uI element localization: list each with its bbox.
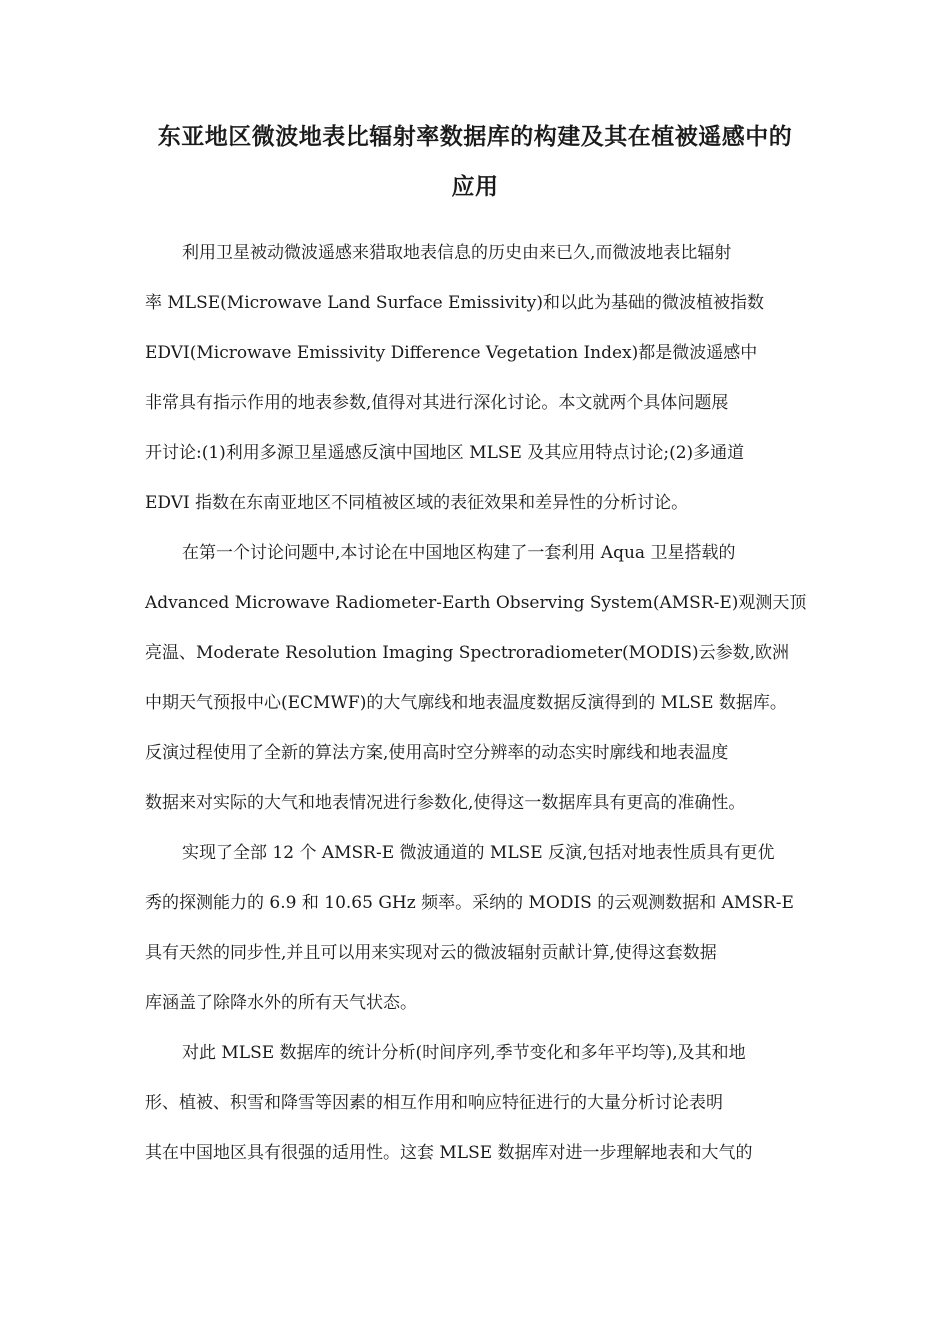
- paragraph-line: 亮温、Moderate Resolution Imaging Spectroradiometer(MODIS)云参数,欧洲: [145, 643, 790, 663]
- title-line-1: 东亚地区微波地表比辐射率数据库的构建及其在植被遥感中的: [157, 123, 793, 150]
- paragraph-line: 在第一个讨论问题中,本讨论在中国地区构建了一套利用 Aqua 卫星搭载的: [182, 543, 736, 563]
- paragraph-line: 利用卫星被动微波遥感来猎取地表信息的历史由来已久,而微波地表比辐射: [182, 243, 732, 263]
- paragraph-line: 开讨论:(1)利用多源卫星遥感反演中国地区 MLSE 及其应用特点讨论;(2)多通道: [145, 443, 745, 463]
- paragraph-line: 中期天气预报中心(ECMWF)的大气廓线和地表温度数据反演得到的 MLSE 数据库。: [145, 693, 787, 713]
- paragraph-line: EDVI 指数在东南亚地区不同植被区域的表征效果和差异性的分析讨论。: [145, 493, 689, 513]
- paragraph-line: 形、植被、积雪和降雪等因素的相互作用和响应特征进行的大量分析讨论表明: [145, 1093, 723, 1113]
- paragraph-line: 非常具有指示作用的地表参数,值得对其进行深化讨论。本文就两个具体问题展: [145, 393, 729, 413]
- paragraph-line: Advanced Microwave Radiometer-Earth Observing System(AMSR-E)观测天顶: [145, 593, 807, 613]
- paragraph-line: 率 MLSE(Microwave Land Surface Emissivity)和以此为基础的微波植被指数: [145, 293, 765, 313]
- paragraph-2: [145, 528, 815, 828]
- paragraph-line: EDVI(Microwave Emissivity Difference Vegetation Index)都是微波遥感中: [145, 343, 758, 363]
- paragraph-3: [145, 828, 815, 1028]
- paragraph-line: 库涵盖了除降水外的所有天气状态。: [145, 993, 417, 1013]
- paragraph-line: 其在中国地区具有很强的适用性。这套 MLSE 数据库对进一步理解地表和大气的: [145, 1143, 753, 1163]
- document-body: [145, 228, 815, 1178]
- paragraph-4: [145, 1028, 815, 1178]
- paragraph-line: 实现了全部 12 个 AMSR-E 微波通道的 MLSE 反演,包括对地表性质具有更优: [182, 843, 775, 863]
- title-line-2: 应用: [451, 173, 499, 200]
- paragraph-line: 秀的探测能力的 6.9 和 10.65 GHz 频率。采纳的 MODIS 的云观测数据和 AMSR-E: [145, 893, 794, 913]
- paragraph-line: 对此 MLSE 数据库的统计分析(时间序列,季节变化和多年平均等),及其和地: [182, 1043, 746, 1063]
- document-title: [130, 112, 820, 212]
- paragraph-line: 反演过程使用了全新的算法方案,使用高时空分辨率的动态实时廓线和地表温度: [145, 743, 729, 763]
- paragraph-line: 数据来对实际的大气和地表情况进行参数化,使得这一数据库具有更高的准确性。: [145, 793, 746, 813]
- paragraph-line: 具有天然的同步性,并且可以用来实现对云的微波辐射贡献计算,使得这套数据: [145, 943, 717, 963]
- paragraph-1: [145, 228, 815, 528]
